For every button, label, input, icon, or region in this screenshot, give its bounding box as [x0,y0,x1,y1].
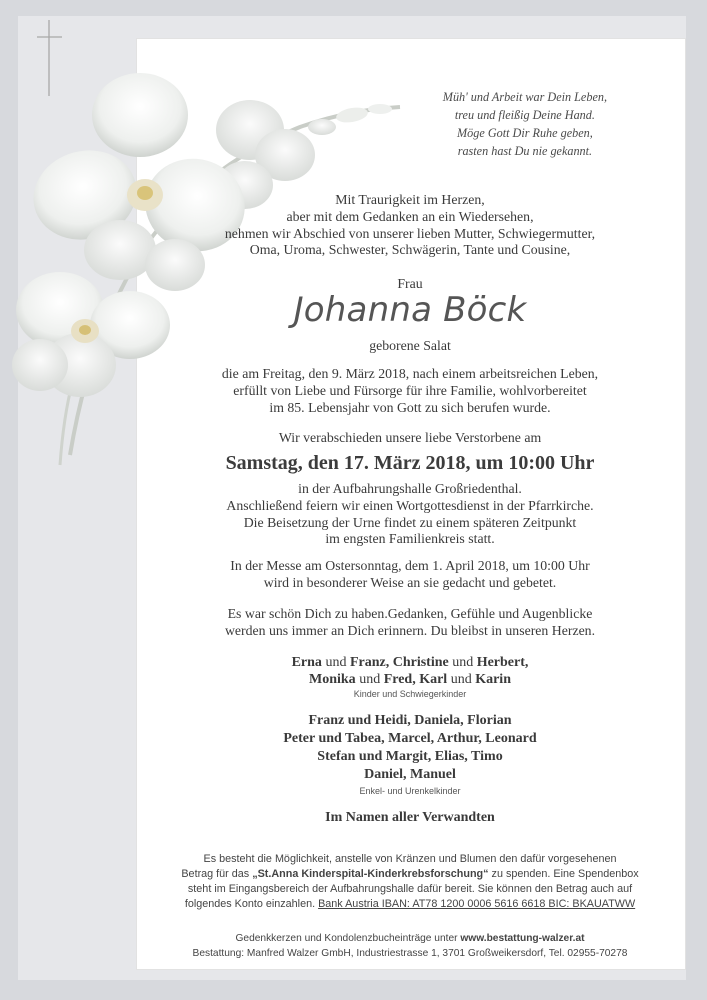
conjunction: und [355,672,384,688]
mass-line: wird in besonderer Weise an sie gedacht und gebetet. [263,574,557,590]
donation-text: Betrag für das [181,867,253,880]
poem-line: Möge Gott Dir Ruhe geben, [457,126,593,141]
poem-line: Müh' und Arbeit war Dein Leben, [442,90,607,104]
place-line: Anschließend feiern wir einen Wortgottesdienst in der Pfarrkirche. [226,497,594,513]
conjunction: und [447,672,476,688]
closing-line: Im Namen aller Verwandten [325,810,495,825]
passing-line: die am Freitag, den 9. März 2018, nach einem arbeitsreichen Leben, [221,366,599,381]
salutation: Frau [397,276,423,291]
conjunction: und [321,655,350,670]
donation-line: Es besteht die Möglichkeit, anstelle von Kränzen und Blumen den dafür vorgesehenen [203,853,617,865]
grandchildren-names [160,712,660,784]
children-line [160,671,660,688]
conjunction: und [448,655,477,670]
name: Herbert, [476,655,529,670]
quote-line: Es war schön Dich zu haben.Gedanken, Gefühle und Augenblicke [227,606,593,621]
footer-address: Bestattung: Manfred Walzer GmbH, Industriestrasse 1, 3701 Großweikersdorf, Tel. 02955-70278 [192,947,628,959]
intro-line: nehmen wir Abschied von unserer lieben Mutter, Schwiegermutter, [224,225,596,241]
name: Fred, Karl [383,672,448,688]
donation-line [160,867,660,882]
poem [443,88,607,160]
intro-line: aber mit dem Gedanken an ein Wiedersehen, [286,208,534,224]
donation-line: steht im Eingangsbereich der Aufbahrungshalle dafür bereit. Sie können den Betrag auch auf [187,882,633,895]
footer-line [160,932,660,947]
name: Franz, Christine [349,655,449,670]
intro-line: Oma, Uroma, Schwester, Schwägerin, Tante und Cousine, [249,242,571,258]
grandchildren-line: Peter und Tabea, Marcel, Arthur, Leonard [283,730,537,746]
birth-name: geborene Salat [369,338,451,353]
quote-text [160,606,660,640]
quote-line: werden uns immer an Dich erinnern. Du bleibst in unseren Herzen. [224,622,596,638]
grandchildren-line: Daniel, Manuel [364,766,456,782]
children-line [160,654,660,671]
charity-name: „St.Anna Kinderspital-Kinderkrebsforschung“ [252,867,489,880]
donation-note [160,852,660,912]
poem-line: rasten hast Du nie gekannt. [457,144,593,159]
ceremony-date: Samstag, den 17. März 2018, um 10:00 Uhr [225,452,595,474]
deceased-name: Johanna Böck [293,290,527,330]
children-role: Kinder und Schwiegerkinder [353,689,467,699]
place-line: in der Aufbahrungshalle Großriedenthal. [298,481,522,496]
donation-text: zu spenden. Eine Spendenbox [488,867,639,880]
website-link[interactable]: www.bestattung-walzer.at [460,933,585,944]
footer [160,932,660,962]
intro-text [160,192,660,259]
passing-line: im 85. Lebensjahr von Gott zu sich berufen wurde. [269,399,551,415]
name: Monika [309,672,356,688]
name: Karin [475,672,511,688]
grandchildren-line: Stefan und Margit, Elias, Timo [317,748,503,764]
grandchildren-line: Franz und Heidi, Daniela, Florian [308,713,512,728]
place-text [160,481,660,548]
footer-text: Gedenkkerzen und Kondolenzbucheinträge unter [235,933,461,944]
intro-line: Mit Traurigkeit im Herzen, [335,192,485,207]
passing-text [160,366,660,416]
place-line: im engsten Familienkreis statt. [325,531,495,547]
mass-line: In der Messe am Ostersonntag, dem 1. April 2018, um 10:00 Uhr [230,558,590,573]
grandchildren-role: Enkel- und Urenkelkinder [359,786,461,796]
farewell-intro: Wir verabschieden unsere liebe Verstorbene am [278,430,542,445]
donation-line [160,897,660,912]
name: Erna [291,655,322,670]
donation-text: folgendes Konto einzahlen. [184,897,319,910]
children-names [160,654,660,688]
mass-text [160,558,660,592]
place-line: Die Beisetzung der Urne findet zu einem späteren Zeitpunkt [243,514,577,530]
bank-account: Bank Austria IBAN: AT78 1200 0006 5616 6618 BIC: BKAUATWW [318,897,636,910]
passing-line: erfüllt von Liebe und Fürsorge für ihre Familie, wohlvorbereitet [233,382,587,398]
poem-line: treu und fleißig Deine Hand. [454,108,595,123]
